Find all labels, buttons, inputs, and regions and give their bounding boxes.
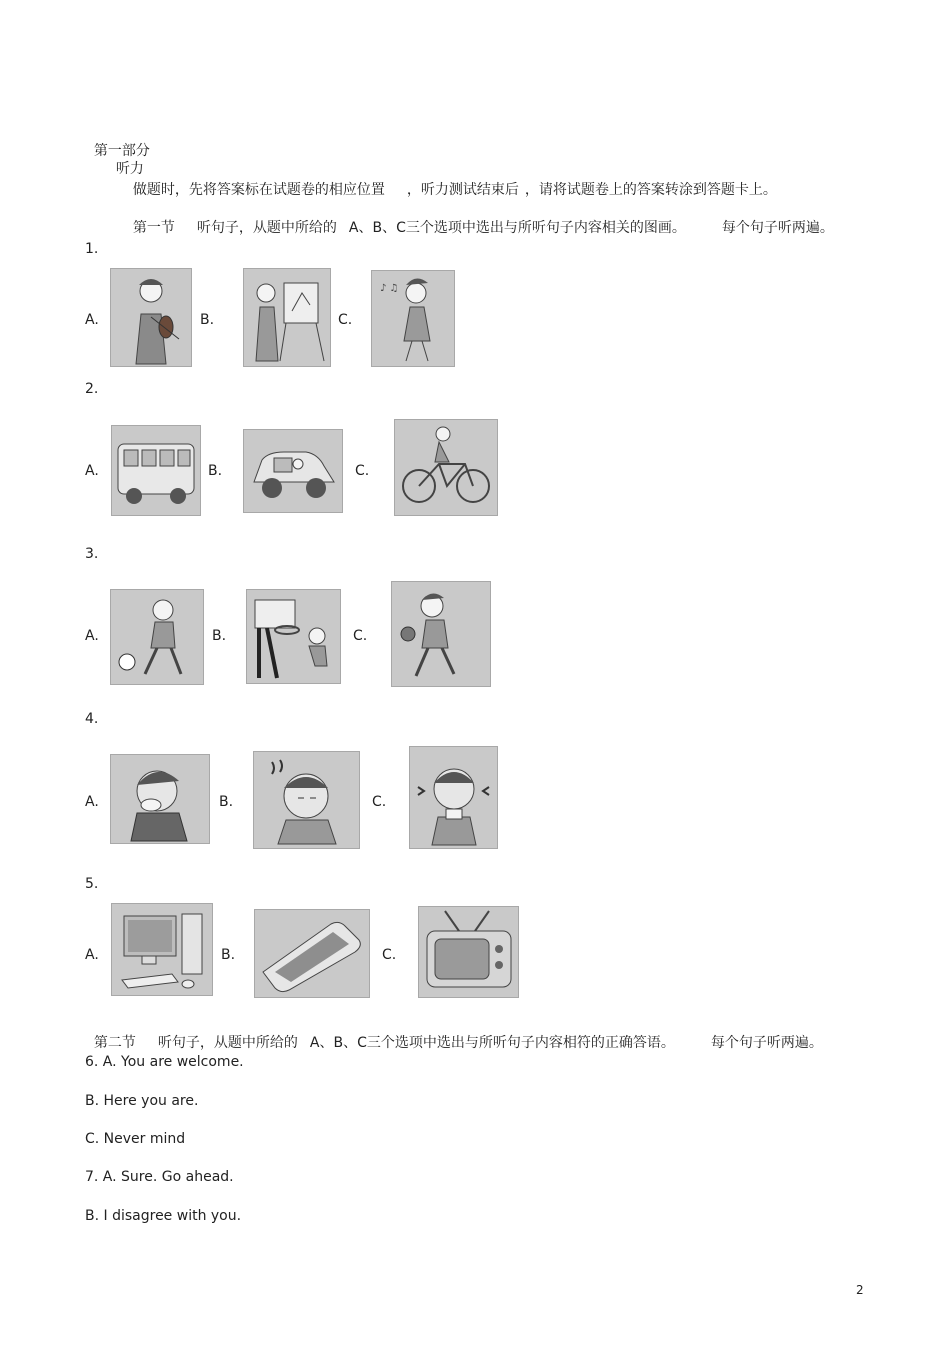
section2-note: 每个句子听两遍。 [710, 1035, 823, 1051]
part-heading-number: 第一部分 [93, 143, 150, 159]
section1-note: 每个句子听两遍。 [721, 220, 834, 236]
section1-text: 听句子，从题中所给的 [196, 220, 337, 236]
instruction-part-c: ，请将试题卷上的答案转涂到答题卡上。 [524, 182, 777, 198]
running-boy-picture[interactable] [391, 581, 491, 687]
singing-girl-picture[interactable] [371, 270, 455, 367]
page-number: 2 [856, 1283, 864, 1297]
option-label: B. [221, 947, 236, 963]
section1-text2: 三个选项中选出与所听句子内容相关的图画。 [405, 220, 686, 236]
car-icon [244, 430, 342, 512]
bus-icon [112, 426, 200, 515]
question-number: 4. [85, 711, 99, 727]
section2-text: 听句子，从题中所给的 [157, 1035, 298, 1051]
headache-icon [254, 752, 359, 848]
cough-icon [111, 755, 209, 843]
instruction-part-a: 做题时，先将答案标在试题卷的相应位置 [132, 182, 385, 198]
bicycle-icon [395, 420, 497, 515]
headache-boy-picture[interactable] [253, 751, 360, 849]
option-label: C. [372, 794, 387, 810]
bus-picture[interactable] [111, 425, 201, 516]
option-label: A. [85, 312, 99, 328]
section2-text2: 三个选项中选出与所听句子内容相符的正确答语。 [366, 1035, 675, 1051]
option-label: C. [382, 947, 397, 963]
option-label: B. [208, 463, 223, 479]
instruction-part-b: ，听力测试结束后 [406, 182, 519, 198]
option-label: A. [85, 463, 99, 479]
section1-options: A、B、C [348, 220, 406, 236]
option-label: A. [85, 628, 99, 644]
coughing-man-picture[interactable] [110, 754, 210, 844]
mobile-phone-picture[interactable] [254, 909, 370, 998]
answer-option: 7. A. Sure. Go ahead. [85, 1169, 234, 1185]
basketball-boy-picture[interactable] [246, 589, 341, 684]
football-icon [111, 590, 203, 684]
television-picture[interactable] [418, 906, 519, 998]
section2-options: A、B、C [309, 1035, 367, 1051]
basketball-hoop-icon [247, 590, 340, 683]
painting-girl-picture[interactable] [243, 268, 331, 367]
question-number: 5. [85, 876, 99, 892]
section2-heading [85, 1016, 823, 1052]
option-label: B. [212, 628, 227, 644]
phone-icon [255, 910, 369, 997]
question-number: 2. [85, 381, 99, 397]
option-label: B. [200, 312, 215, 328]
instruction-line [124, 163, 777, 199]
easel-icon [244, 269, 330, 366]
option-label: C. [338, 312, 353, 328]
answer-option: B. Here you are. [85, 1093, 199, 1109]
violin-girl-picture[interactable] [110, 268, 192, 367]
tv-icon [419, 907, 518, 997]
answer-option: C. Never mind [85, 1131, 186, 1147]
option-label: C. [355, 463, 370, 479]
singing-icon [372, 271, 454, 366]
answer-option: B. I disagree with you. [85, 1208, 242, 1224]
section2-title: 第二节 [93, 1035, 136, 1051]
section1-title: 第一节 [132, 220, 175, 236]
toothache-boy-picture[interactable] [409, 746, 498, 849]
option-label: C. [353, 628, 368, 644]
running-icon [392, 582, 490, 686]
car-picture[interactable] [243, 429, 343, 513]
option-label: B. [219, 794, 234, 810]
computer-icon [112, 904, 212, 995]
question-number: 1. [85, 241, 99, 257]
violin-girl-icon [111, 269, 191, 366]
question-number: 3. [85, 546, 99, 562]
svg-text:♪ ♫: ♪ ♫ [380, 283, 399, 294]
option-label: A. [85, 794, 99, 810]
section1-heading [124, 201, 834, 237]
toothache-icon [410, 747, 497, 848]
computer-picture[interactable] [111, 903, 213, 996]
bicycle-picture[interactable] [394, 419, 498, 516]
option-label: A. [85, 947, 99, 963]
football-boy-picture[interactable] [110, 589, 204, 685]
part-heading-title: 听力 [115, 161, 144, 177]
answer-option: 6. A. You are welcome. [85, 1054, 244, 1070]
